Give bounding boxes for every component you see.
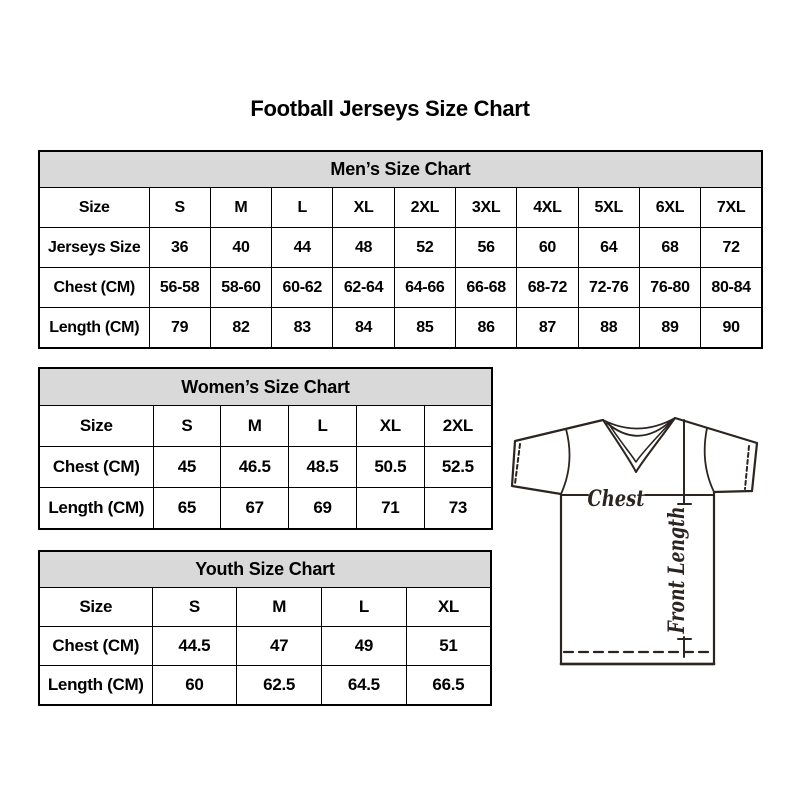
value-cell: L <box>272 188 333 228</box>
value-cell: 88 <box>578 308 639 349</box>
youth-table-body <box>39 588 491 706</box>
front-length-label: Front Length <box>664 471 690 634</box>
womens-size-table <box>38 367 493 530</box>
value-cell: 7XL <box>701 188 762 228</box>
value-cell: 66-68 <box>455 268 516 308</box>
value-cell: 84 <box>333 308 394 349</box>
row-label-cell: Chest (CM) <box>39 447 153 488</box>
value-cell: L <box>322 588 407 627</box>
value-cell: S <box>153 406 221 447</box>
value-cell: 60 <box>152 666 237 706</box>
value-cell: 87 <box>517 308 578 349</box>
value-cell: 44 <box>272 228 333 268</box>
table-row <box>39 588 491 627</box>
value-cell: 86 <box>455 308 516 349</box>
value-cell: 58-60 <box>210 268 271 308</box>
value-cell: 45 <box>153 447 221 488</box>
value-cell: 90 <box>701 308 762 349</box>
table-row <box>39 447 492 488</box>
value-cell: 66.5 <box>406 666 491 706</box>
table-header-row <box>39 151 762 188</box>
row-label-cell: Length (CM) <box>39 488 153 530</box>
mens-table-title: Men’s Size Chart <box>39 151 762 188</box>
jersey-diagram-svg <box>504 411 770 673</box>
table-row <box>39 406 492 447</box>
value-cell: 49 <box>322 627 407 666</box>
value-cell: L <box>289 406 357 447</box>
value-cell: 82 <box>210 308 271 349</box>
row-label-cell: Size <box>39 588 152 627</box>
value-cell: 76-80 <box>639 268 700 308</box>
row-label-cell: Chest (CM) <box>39 627 152 666</box>
table-row <box>39 188 762 228</box>
row-label-cell: Size <box>39 406 153 447</box>
jersey-measurement-diagram <box>504 411 770 673</box>
value-cell: 44.5 <box>152 627 237 666</box>
value-cell: 68 <box>639 228 700 268</box>
value-cell: 40 <box>210 228 271 268</box>
value-cell: 2XL <box>424 406 492 447</box>
value-cell: 71 <box>356 488 424 530</box>
row-label-cell: Length (CM) <box>39 308 149 349</box>
value-cell: S <box>152 588 237 627</box>
value-cell: 64-66 <box>394 268 455 308</box>
table-row <box>39 308 762 349</box>
womens-table-body <box>39 406 492 530</box>
value-cell: 6XL <box>639 188 700 228</box>
jersey-outline-icon <box>512 418 757 664</box>
value-cell: 72-76 <box>578 268 639 308</box>
value-cell: 64.5 <box>322 666 407 706</box>
value-cell: 65 <box>153 488 221 530</box>
row-label-cell: Jerseys Size <box>39 228 149 268</box>
value-cell: 79 <box>149 308 210 349</box>
value-cell: 67 <box>221 488 289 530</box>
value-cell: XL <box>406 588 491 627</box>
table-row <box>39 228 762 268</box>
value-cell: 68-72 <box>517 268 578 308</box>
row-label-cell: Size <box>39 188 149 228</box>
row-label-cell: Length (CM) <box>39 666 152 706</box>
value-cell: 56 <box>455 228 516 268</box>
value-cell: 60-62 <box>272 268 333 308</box>
value-cell: 62.5 <box>237 666 322 706</box>
value-cell: XL <box>356 406 424 447</box>
value-cell: 47 <box>237 627 322 666</box>
value-cell: M <box>221 406 289 447</box>
value-cell: 85 <box>394 308 455 349</box>
table-header-row <box>39 368 492 406</box>
value-cell: 80-84 <box>701 268 762 308</box>
value-cell: 36 <box>149 228 210 268</box>
row-label-cell: Chest (CM) <box>39 268 149 308</box>
value-cell: 5XL <box>578 188 639 228</box>
value-cell: 64 <box>578 228 639 268</box>
page-title: Football Jerseys Size Chart <box>250 96 530 121</box>
value-cell: S <box>149 188 210 228</box>
value-cell: 52.5 <box>424 447 492 488</box>
mens-table-body <box>39 188 762 349</box>
value-cell: 60 <box>517 228 578 268</box>
youth-table-title: Youth Size Chart <box>39 551 491 588</box>
value-cell: 48.5 <box>289 447 357 488</box>
table-header-row <box>39 551 491 588</box>
mens-size-table <box>38 150 763 349</box>
value-cell: 62-64 <box>333 268 394 308</box>
value-cell: 50.5 <box>356 447 424 488</box>
value-cell: XL <box>333 188 394 228</box>
value-cell: 89 <box>639 308 700 349</box>
table-row <box>39 488 492 530</box>
value-cell: M <box>210 188 271 228</box>
value-cell: 56-58 <box>149 268 210 308</box>
value-cell: 69 <box>289 488 357 530</box>
value-cell: 3XL <box>455 188 516 228</box>
chest-label: Chest <box>587 486 645 512</box>
womens-table-title: Women’s Size Chart <box>39 368 492 406</box>
table-row <box>39 666 491 706</box>
value-cell: 4XL <box>517 188 578 228</box>
value-cell: 51 <box>406 627 491 666</box>
youth-size-table <box>38 550 492 706</box>
value-cell: 52 <box>394 228 455 268</box>
table-row <box>39 627 491 666</box>
value-cell: 72 <box>701 228 762 268</box>
table-row <box>39 268 762 308</box>
value-cell: 73 <box>424 488 492 530</box>
value-cell: 46.5 <box>221 447 289 488</box>
value-cell: 48 <box>333 228 394 268</box>
value-cell: M <box>237 588 322 627</box>
value-cell: 2XL <box>394 188 455 228</box>
value-cell: 83 <box>272 308 333 349</box>
